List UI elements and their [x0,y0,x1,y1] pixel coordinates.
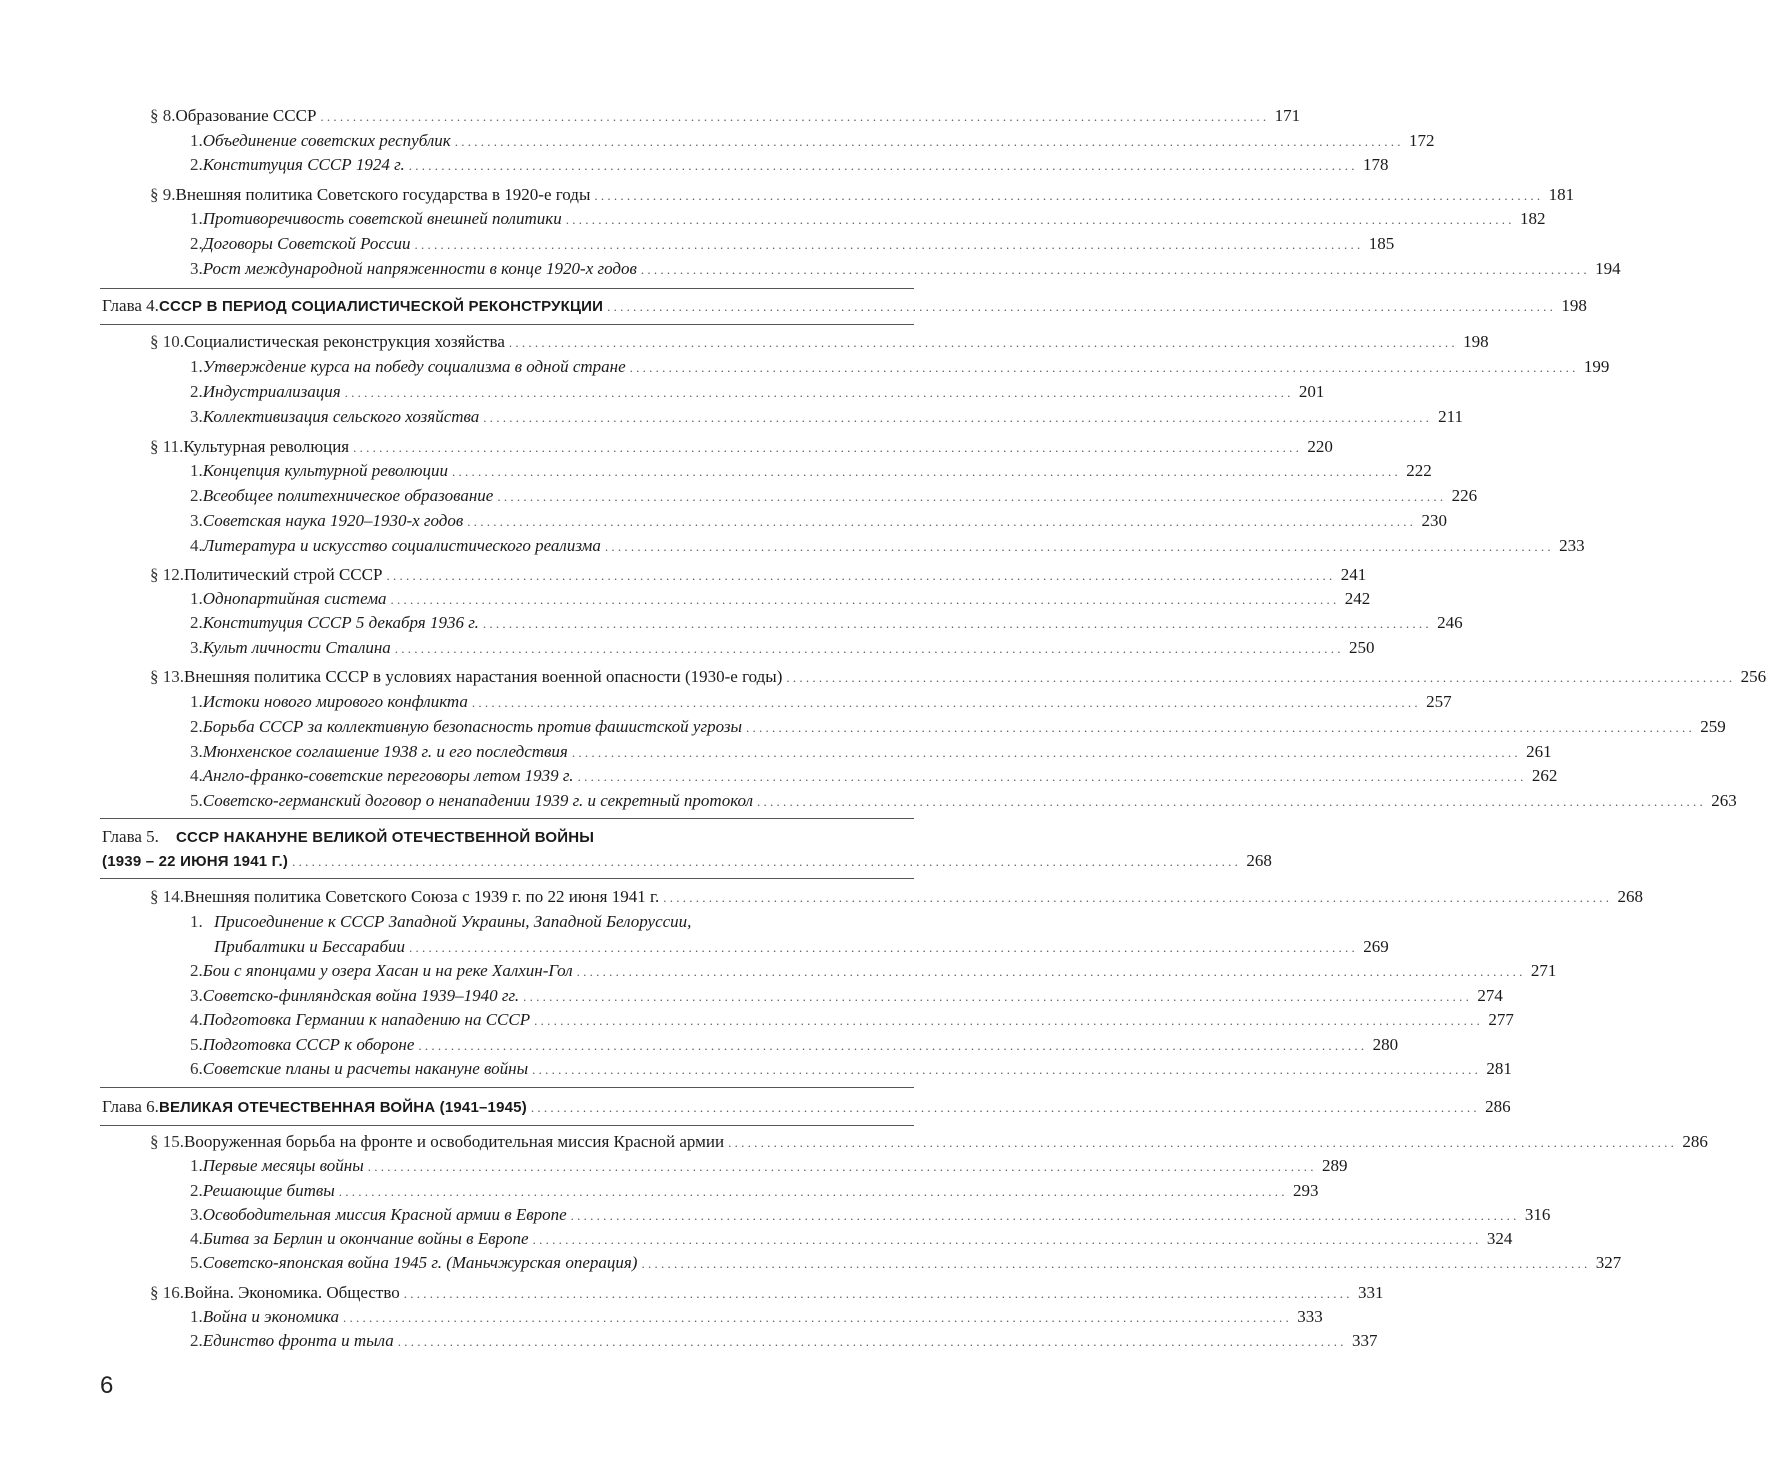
entry-number: 1. [190,461,203,480]
entry-page: 246 [1437,613,1463,632]
dot-leader [607,295,1553,319]
entry-number: § 11. [150,437,184,456]
dot-leader [345,381,1291,405]
dot-leader [509,331,1455,355]
entry-title: Противоречивость советской внешней политики [202,209,562,228]
entry-title: Подготовка Германии к нападению на СССР [202,1010,531,1029]
entry-title: Вооруженная борьба на фронте и освободительная миссия Красной армии [184,1132,725,1151]
entry-title: Культ личности Сталина [202,638,391,657]
entry-page: 257 [1426,692,1452,711]
entry-title: Политический строй СССР [184,565,383,584]
toc-subsection [190,611,1463,635]
toc-subsection [190,715,1726,739]
dot-leader [467,510,1413,534]
entry-number: 3. [190,638,203,657]
entry-page: 333 [1297,1307,1323,1326]
entry-number: 3. [190,1205,203,1224]
toc-section [150,665,1766,689]
entry-page: 286 [1682,1132,1708,1151]
entry-page: 271 [1530,961,1557,980]
entry-page: 274 [1477,986,1503,1005]
entry-page: 268 [1246,851,1272,870]
entry-title: Конституция СССР 1924 г. [202,155,405,174]
toc-subsection [190,587,1371,611]
toc-section [150,885,1644,909]
entry-number: 4. [190,766,203,785]
toc-subsection [190,1251,1622,1275]
entry-number: 1. [190,589,203,608]
dot-leader [472,691,1418,715]
entry-title: Война. Экономика. Общество [184,1283,400,1302]
entry-number: 1. [190,209,203,228]
entry-number: 2. [190,717,203,736]
dot-leader [409,154,1355,178]
entry-title: Советские планы и расчеты накануне войны [202,1059,529,1078]
dot-leader [728,1131,1674,1155]
entry-page: 337 [1352,1331,1378,1350]
entry-page: 194 [1595,259,1621,278]
dot-leader [630,356,1576,380]
dot-leader [572,741,1518,765]
entry-page: 331 [1358,1283,1384,1302]
entry-title: Утверждение курса на победу социализма в одной стране [202,357,626,376]
entry-number: 2. [190,382,203,401]
toc-subsection [190,129,1435,153]
dot-leader [418,1034,1364,1058]
entry-title: Объединение советских республик [202,131,451,150]
toc-subsection [190,1179,1319,1203]
toc-subsection [190,153,1389,177]
entry-page: 250 [1349,638,1375,657]
toc-subsection [190,959,1557,983]
entry-title: СССР В ПЕРИОД СОЦИАЛИСТИЧЕСКОЙ РЕКОНСТРУКЦИИ [158,298,604,315]
entry-title: Подготовка СССР к обороне [202,1035,415,1054]
entry-page: 201 [1298,382,1325,401]
entry-number: 3. [190,986,203,1005]
entry-page: 181 [1548,185,1575,204]
divider [100,324,914,325]
dot-leader [605,535,1551,559]
dot-leader [483,612,1429,636]
entry-page: 178 [1363,155,1389,174]
entry-page: 256 [1740,667,1766,686]
entry-page: 327 [1595,1253,1622,1272]
toc-subsection [190,690,1452,714]
toc-section [150,330,1489,354]
entry-number: 6. [190,1059,203,1078]
entry-title: Истоки нового мирового конфликта [202,692,468,711]
toc-subsection [190,355,1610,379]
entry-number: 2. [190,1331,203,1350]
dot-leader [391,588,1337,612]
dot-leader [566,208,1512,232]
entry-number: 4. [190,536,203,555]
entry-title: (1939 – 22 ИЮНЯ 1941 Г.) [102,853,289,870]
entry-page: 242 [1344,589,1371,608]
toc-subsection [190,1008,1514,1032]
toc-subsection [190,1329,1378,1353]
entry-number: 2. [190,234,203,253]
entry-title: Англо-франко-советские переговоры летом 1939 г. [202,766,574,785]
divider [100,818,914,819]
dot-leader [339,1180,1285,1204]
entry-number: § 14. [150,887,184,906]
entry-page: 268 [1617,887,1644,906]
entry-page: 172 [1408,131,1435,150]
toc-subsection [190,509,1448,533]
entry-title: СССР НАКАНУНЕ ВЕЛИКОЙ ОТЕЧЕСТВЕННОЙ ВОЙНЫ [176,829,595,846]
toc-subsection [190,1227,1513,1251]
entry-title: Рост международной напряженности в конце 1920-х годов [202,259,637,278]
toc-subsection [190,380,1325,404]
entry-page: 230 [1421,511,1448,530]
entry-number: § 13. [150,667,184,686]
dot-leader [415,233,1361,257]
dot-leader [353,436,1299,460]
toc-chapter [102,1095,1511,1119]
entry-number: 4. [190,1010,203,1029]
entry-page: 222 [1406,461,1432,480]
entry-number: 1. [190,1307,203,1326]
entry-page: 182 [1519,209,1546,228]
dot-leader [641,258,1587,282]
entry-title: Литература и искусство социалистического реализма [202,536,601,555]
entry-title: Советская наука 1920–1930-х годов [202,511,464,530]
toc-subsection [190,405,1464,429]
entry-number: § 8. [150,106,176,125]
entry-number: 2. [190,1181,203,1200]
entry-number: 1. [190,1156,203,1175]
toc-subsection [190,534,1585,558]
entry-title: Индустриализация [202,382,341,401]
toc-chapter-continuation [102,849,1272,873]
toc-section [150,435,1333,459]
toc-subsection [190,257,1621,281]
entry-number: 1. [190,131,203,150]
entry-number: 3. [190,511,203,530]
toc-section [150,104,1301,128]
entry-page: 263 [1711,791,1737,810]
toc-subsection [190,484,1478,508]
entry-title: Присоединение к СССР Западной Украины, Западной Белоруссии, [214,912,692,931]
entry-title: Договоры Советской России [202,234,411,253]
toc-section [150,563,1367,587]
entry-page: 198 [1463,332,1489,351]
dot-leader [483,406,1429,430]
dot-leader [663,886,1609,910]
entry-number: 2. [190,155,203,174]
entry-number: 2. [190,961,203,980]
entry-page: 261 [1526,742,1552,761]
entry-number: Глава 6. [102,1097,159,1116]
entry-page: 171 [1274,106,1301,125]
entry-number: § 15. [150,1132,184,1151]
dot-leader [292,850,1238,874]
dot-leader [786,666,1732,690]
entry-title: Образование СССР [175,106,317,125]
dot-leader [409,936,1355,960]
toc-section [150,183,1575,207]
entry-page: 262 [1531,766,1558,785]
entry-number: Глава 5. [102,827,159,846]
entry-page: 233 [1559,536,1585,555]
toc-subsection-continuation [214,935,1389,959]
entry-page: 324 [1486,1229,1513,1248]
entry-title: Внешняя политика Советского государства в 1920-е годы [175,185,591,204]
entry-page: 280 [1372,1035,1399,1054]
entry-title: Коллективизация сельского хозяйства [202,407,480,426]
dot-leader [398,1330,1344,1354]
entry-number: § 16. [150,1283,184,1302]
divider [100,1125,914,1126]
entry-number: 3. [190,407,203,426]
dot-leader [455,130,1401,154]
entry-title: Конституция СССР 5 декабря 1936 г. [202,613,479,632]
entry-title: Решающие битвы [202,1181,335,1200]
dot-leader [746,716,1692,740]
dot-leader [320,105,1266,129]
entry-page: 198 [1561,296,1587,315]
page-number: 6 [100,1372,114,1399]
entry-page: 277 [1488,1010,1514,1029]
dot-leader [523,985,1469,1009]
entry-title: Единство фронта и тыла [202,1331,394,1350]
toc-section [150,1130,1708,1154]
entry-number: § 9. [150,185,176,204]
dot-leader [594,184,1540,208]
entry-title: Внешняя политика СССР в условиях нарастания военной опасности (1930-е годы) [184,667,783,686]
entry-number: 1. [190,912,203,931]
divider [100,878,914,879]
toc-subsection [190,459,1432,483]
toc-subsection [190,1033,1399,1057]
toc-subsection [190,232,1395,256]
entry-page: 293 [1292,1181,1319,1200]
toc-subsection [190,910,914,934]
divider [100,288,914,289]
toc-subsection [190,984,1503,1008]
entry-title: Всеобщее политехническое образование [202,486,494,505]
entry-title: Внешняя политика Советского Союза с 1939 г. по 22 июня 1941 г. [184,887,660,906]
entry-title: Советско-японская война 1945 г. (Маньчжурская операция) [202,1253,638,1272]
entry-page: 286 [1485,1097,1511,1116]
dot-leader [531,1096,1477,1120]
toc-subsection [190,207,1546,231]
entry-page: 259 [1700,717,1726,736]
entry-page: 241 [1340,565,1367,584]
dot-leader [534,1009,1480,1033]
dot-leader [368,1155,1314,1179]
entry-number: 2. [190,613,203,632]
dot-leader [386,564,1332,588]
entry-number: § 10. [150,332,184,351]
entry-title: Концепция культурной революции [202,461,448,480]
toc-chapter [102,825,914,849]
dot-leader [641,1252,1587,1276]
toc-subsection [190,1305,1323,1329]
entry-title: Битва за Берлин и окончание войны в Европе [202,1229,529,1248]
entry-page: 289 [1322,1156,1348,1175]
toc-subsection [190,636,1375,660]
entry-number: 3. [190,259,203,278]
toc-subsection [190,1203,1551,1227]
entry-number: 4. [190,1229,203,1248]
entry-page: 220 [1307,437,1333,456]
toc-subsection [190,789,1737,813]
entry-number: 5. [190,791,203,810]
toc-subsection [190,740,1552,764]
toc-section [150,1281,1384,1305]
entry-title: Первые месяцы войны [202,1156,364,1175]
entry-number: 1. [190,357,203,376]
entry-page: 185 [1368,234,1395,253]
entry-page: 281 [1486,1059,1512,1078]
dot-leader [571,1204,1517,1228]
dot-leader [533,1228,1479,1252]
entry-title: Прибалтики и Бессарабии [214,937,406,956]
entry-title: Социалистическая реконструкция хозяйства [184,332,505,351]
entry-title: ВЕЛИКАЯ ОТЕЧЕСТВЕННАЯ ВОЙНА (1941–1945) [158,1099,527,1116]
entry-page: 226 [1451,486,1478,505]
entry-title: Борьба СССР за коллективную безопасность против фашистской угрозы [202,717,743,736]
entry-number: 3. [190,742,203,761]
entry-title: Однопартийная система [202,589,387,608]
dot-leader [395,637,1341,661]
entry-title: Советско-финляндская война 1939–1940 гг. [202,986,520,1005]
entry-page: 199 [1583,357,1610,376]
entry-title: Мюнхенское соглашение 1938 г. и его последствия [202,742,568,761]
dot-leader [404,1282,1350,1306]
entry-title: Освободительная миссия Красной армии в Европе [202,1205,567,1224]
toc-subsection [190,1154,1348,1178]
entry-page: 269 [1363,937,1389,956]
entry-title: Война и экономика [202,1307,340,1326]
dot-leader [532,1058,1478,1082]
entry-title: Советско-германский договор о ненападении 1939 г. и секретный протокол [202,791,753,810]
toc-chapter [102,294,1587,318]
entry-title: Культурная революция [183,437,350,456]
entry-number: 5. [190,1253,203,1272]
entry-number: § 12. [150,565,184,584]
dot-leader [757,790,1703,814]
dot-leader [343,1306,1289,1330]
entry-page: 211 [1438,407,1464,426]
toc-subsection [190,1057,1512,1081]
entry-page: 316 [1524,1205,1551,1224]
toc-subsection [190,764,1558,788]
entry-number: 5. [190,1035,203,1054]
dot-leader [497,485,1443,509]
entry-number: 1. [190,692,203,711]
dot-leader [578,765,1524,789]
dot-leader [452,460,1398,484]
entry-number: Глава 4. [102,296,159,315]
divider [100,1087,914,1088]
dot-leader [577,960,1523,984]
entry-title: Бои с японцами у озера Хасан и на реке Халхин-Гол [202,961,573,980]
entry-number: 2. [190,486,203,505]
